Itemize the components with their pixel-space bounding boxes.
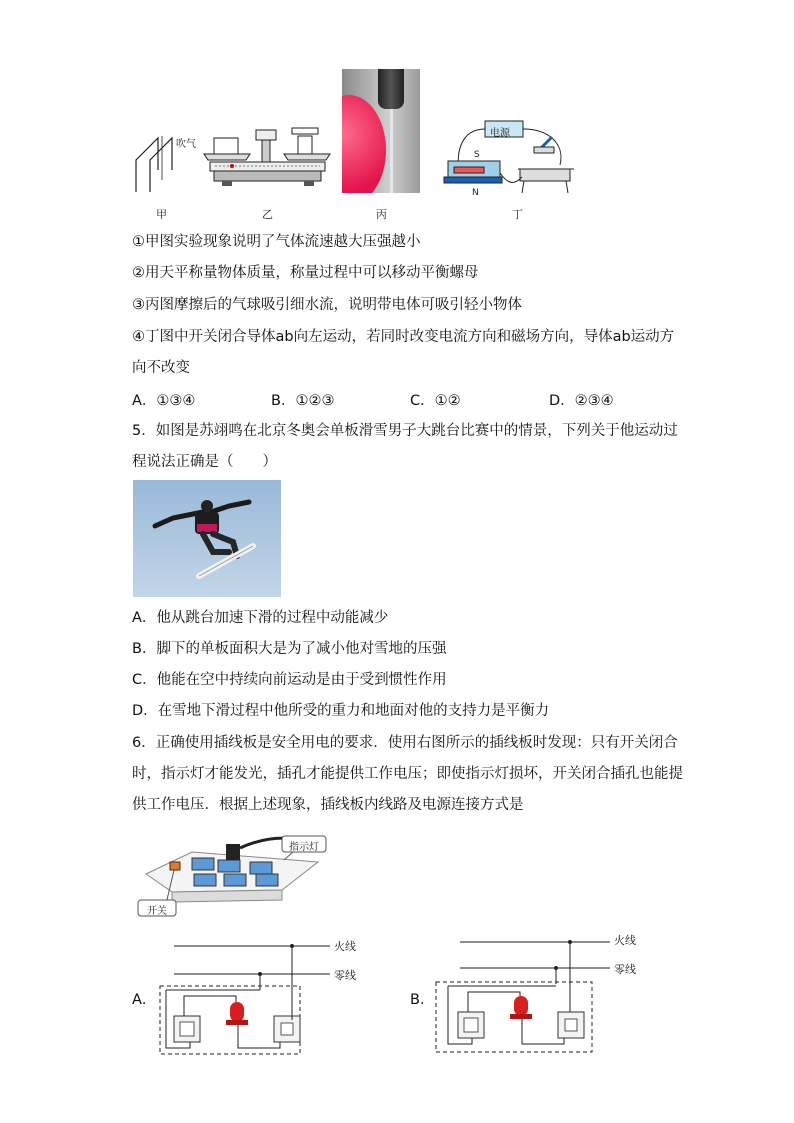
q5-stem-line-1: 5．如图是苏翊鸣在北京冬奥会单板滑雪男子大跳台比赛中的情景，下列关于他运动过	[132, 423, 678, 439]
q5-option-a[interactable]: A．他从跳台加速下滑的过程中动能减少	[132, 610, 389, 626]
bing-caption: 丙	[376, 208, 387, 221]
circuit-b-live-label: 火线	[614, 934, 636, 947]
ding-power-label: 电源	[490, 128, 510, 139]
q4-statement-2: ②用天平称量物体质量，称量过程中可以移动平衡螺母	[132, 265, 479, 281]
q5-option-c[interactable]: C．他能在空中持续向前运动是由于受到惯性作用	[132, 672, 447, 688]
q6-stem-line-3: 供工作电压．根据上述现象，插线板内线路及电源连接方式是	[132, 797, 524, 813]
q5-stem-line-2: 程说法正确是（ ）	[132, 454, 277, 470]
q4-statement-3: ③丙图摩擦后的气球吸引细水流，说明带电体可吸引轻小物体	[132, 297, 522, 313]
q4-option-b[interactable]: B．①②③	[271, 393, 335, 409]
q4-statement-4: ④丁图中开关闭合导体ab向左运动，若同时改变电流方向和磁场方向，导体ab运动方	[132, 329, 675, 345]
q4-option-a[interactable]: A．①③④	[132, 393, 196, 409]
ding-n-label: N	[472, 188, 479, 198]
faucet-shape	[378, 69, 404, 109]
circuit-a-neutral-label: 零线	[334, 969, 356, 982]
jia-caption: 甲	[156, 208, 167, 221]
q5-option-d[interactable]: D．在雪地下滑过程中他所受的重力和地面对他的支持力是平衡力	[132, 703, 550, 719]
q5-option-b[interactable]: B．脚下的单板面积大是为了减小他对雪地的压强	[132, 641, 447, 657]
q6-stem-line-1: 6．正确使用插线板是安全用电的要求．使用右图所示的插线板时发现：只有开关闭合	[132, 735, 678, 751]
motor-circuit-diagram	[440, 115, 580, 203]
circuit-b-label[interactable]: B．	[410, 992, 435, 1008]
switch-label: 开关	[147, 906, 167, 917]
indicator-light-label: 指示灯	[289, 842, 319, 853]
snowboarder-photo	[133, 480, 281, 597]
balance-scale-diagram	[200, 124, 335, 194]
ding-s-label: S	[474, 150, 480, 160]
jia-blow-label: 吹气	[176, 139, 196, 150]
q4-statement-1: ①甲图实验现象说明了气体流速越大压强越小	[132, 234, 421, 250]
q4-option-d[interactable]: D．②③④	[549, 393, 614, 409]
q4-statement-4-cont: 向不改变	[132, 360, 190, 376]
circuit-a-label[interactable]: A．	[132, 992, 157, 1008]
circuit-a-live-label: 火线	[334, 940, 356, 953]
ding-caption: 丁	[512, 208, 523, 221]
yi-caption: 乙	[262, 208, 273, 221]
q4-option-c[interactable]: C．①②	[410, 393, 461, 409]
figure-ding	[440, 115, 580, 203]
q6-stem-line-2: 时，指示灯才能发光，插孔才能提供工作电压；即使指示灯损坏，开关闭合插孔也能提	[132, 766, 683, 782]
figure-yi	[200, 124, 335, 194]
balloon-water-photo	[342, 69, 420, 193]
water-stream	[390, 109, 393, 193]
snowboarder-figure	[133, 480, 281, 597]
balloon-shape	[342, 95, 386, 193]
circuit-b-neutral-label: 零线	[614, 963, 636, 976]
